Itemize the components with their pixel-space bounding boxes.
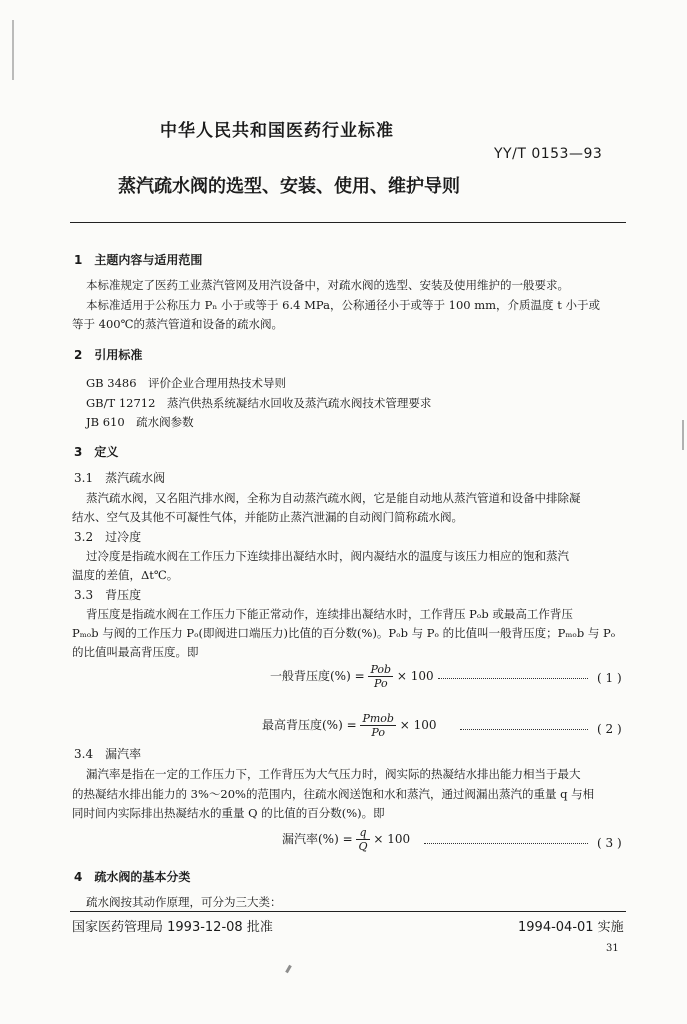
equation-3-numerator: q [356, 826, 369, 840]
reference-item: GB 3486 评价企业合理用热技术导则 [86, 376, 287, 390]
definition-3-2-title: 3.2 过冷度 [74, 530, 142, 544]
standard-code: YY/T 0153—93 [494, 146, 603, 162]
effective-date: 1994-04-01 实施 [518, 920, 624, 935]
equation-3-fraction [356, 826, 369, 853]
scan-mark [12, 20, 14, 80]
reference-item: GB/T 12712 蒸汽供热系统凝结水回收及蒸汽疏水阀技术管理要求 [86, 396, 432, 410]
definition-3-3-text-c: 的比值叫最高背压度。即 [72, 645, 199, 659]
definition-3-4-text-a: 漏汽率是指在一定的工作压力下，工作背压为大气压力时，阀实际的热凝结水排出能力相当于最大 [86, 767, 581, 781]
section-3-heading: 3 定义 [74, 445, 119, 459]
definition-3-4-title: 3.4 漏汽率 [74, 747, 142, 761]
equation-2-leader [460, 729, 588, 730]
equation-1-fraction [368, 663, 393, 690]
definition-3-3-title: 3.3 背压度 [74, 588, 142, 602]
reference-item: JB 610 疏水阀参数 [86, 415, 194, 429]
scan-mark [682, 420, 684, 450]
equation-1 [270, 663, 434, 690]
definition-3-4-text-b: 的热凝结水排出能力的 3%～20%的范围内，往疏水阀送饱和水和蒸汽，通过阀漏出蒸汽的重量 q 与相 [72, 787, 595, 801]
equation-2-fraction [360, 712, 396, 739]
equation-3-leader [424, 843, 588, 844]
equation-2-label: 最高背压度(%) = [262, 718, 357, 732]
definition-3-2-text-a: 过冷度是指疏水阀在工作压力下连续排出凝结水时，阀内凝结水的温度与该压力相应的饱和蒸汽 [86, 549, 569, 563]
equation-3-tail: × 100 [373, 832, 411, 846]
equation-3-denominator: Q [358, 840, 368, 853]
definition-3-2-text-b: 温度的差值，Δt℃。 [72, 568, 179, 582]
definition-3-1-title: 3.1 蒸汽疏水阀 [74, 471, 166, 485]
definition-3-1-text-b: 结水、空气及其他不可凝性气体，并能防止蒸汽泄漏的自动阀门简称疏水阀。 [72, 510, 463, 524]
section-4-paragraph: 疏水阀按其动作原理，可分为三大类： [86, 895, 282, 909]
equation-1-label: 一般背压度(%) = [270, 669, 365, 683]
equation-2-number: ( 2 ) [597, 722, 622, 736]
section-4-heading: 4 疏水阀的基本分类 [74, 870, 191, 884]
definition-3-4-text-c: 同时间内实际排出热凝结水的重量 Q 的比值的百分数(%)。即 [72, 806, 385, 820]
equation-3-number: ( 3 ) [597, 836, 622, 850]
equation-3 [282, 826, 410, 853]
document-title: 蒸汽疏水阀的选型、安装、使用、维护导则 [118, 176, 460, 197]
equation-1-numerator: Pob [370, 663, 392, 676]
definition-3-3-text-b: Pₘₒb 与阀的工作压力 Pₒ(即阀进口端压力)比值的百分数(%)。Pₒb 与 Pₒ 的比值叫一般背压度；Pₘₒb 与 Pₒ [72, 626, 616, 640]
org-title: 中华人民共和国医药行业标准 [160, 121, 394, 141]
equation-3-label: 漏汽率(%) = [282, 832, 353, 846]
definition-3-1-text-a: 蒸汽疏水阀，又名阻汽排水阀，全称为自动蒸汽疏水阀，它是能自动地从蒸汽管道和设备中排除凝 [86, 491, 581, 505]
definition-3-3-text-a: 背压度是指疏水阀在工作压力下能正常动作，连续排出凝结水时，工作背压 Pₒb 或最高工作背压 [86, 607, 573, 621]
equation-1-tail: × 100 [396, 669, 434, 683]
equation-2-tail: × 100 [399, 718, 437, 732]
section-2-heading: 2 引用标准 [74, 348, 143, 362]
approval-line: 国家医药管理局 1993-12-08 批准 [72, 920, 273, 935]
equation-1-leader [438, 678, 588, 679]
equation-1-number: ( 1 ) [597, 671, 622, 685]
page-number: 31 [606, 943, 619, 954]
footer-rule [70, 911, 626, 912]
section-1-heading: 1 主题内容与适用范围 [74, 253, 203, 267]
equation-2-numerator: Pmob [362, 712, 394, 725]
equation-1-denominator: Po [373, 677, 388, 690]
section-1-paragraph-2b: 等于 400℃的蒸汽管道和设备的疏水阀。 [72, 317, 283, 331]
section-1-paragraph-2a: 本标准适用于公称压力 Pₙ 小于或等于 6.4 MPa，公称通径小于或等于 100 mm，介质温度 t 小于或 [86, 298, 600, 312]
equation-2 [262, 712, 437, 739]
equation-2-denominator: Po [371, 726, 385, 739]
scan-mark [285, 965, 292, 973]
header-rule [70, 222, 626, 223]
section-1-paragraph-1: 本标准规定了医药工业蒸汽管网及用汽设备中，对疏水阀的选型、安装及使用维护的一般要求。 [86, 278, 569, 292]
